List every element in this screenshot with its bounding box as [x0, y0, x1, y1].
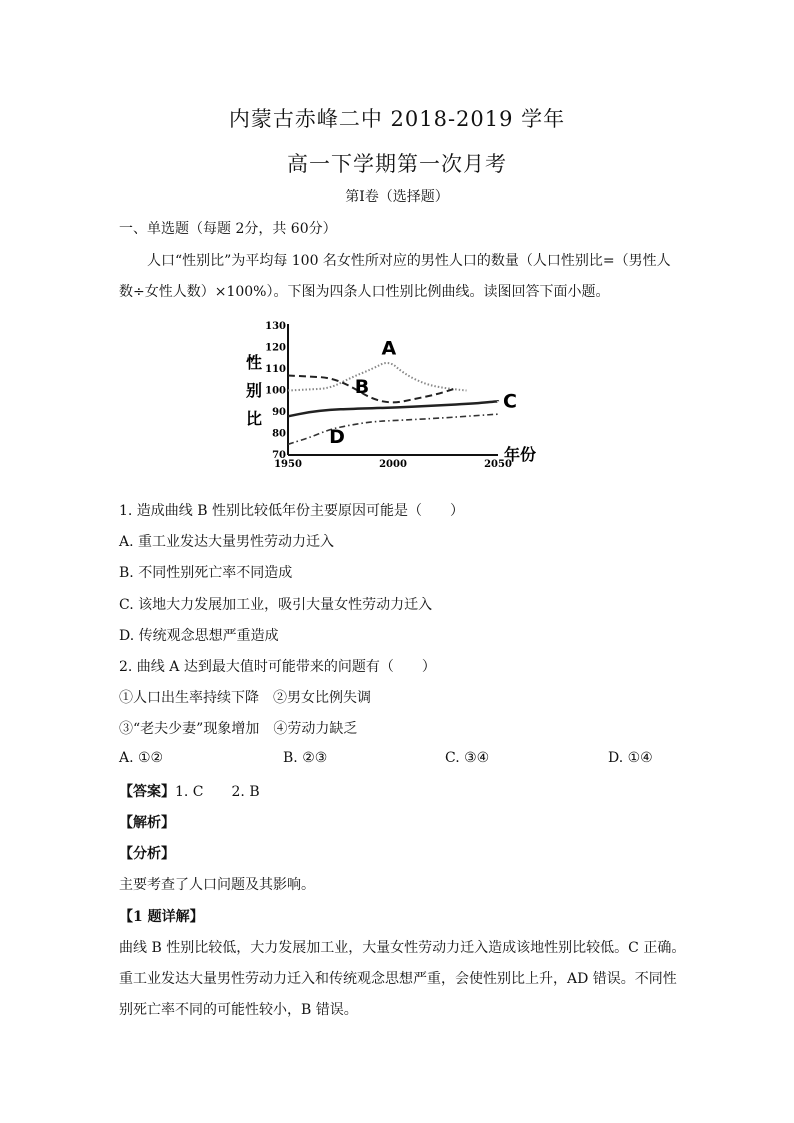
- y-axis-label-char: 比: [245, 409, 263, 428]
- series-label-B: B: [354, 376, 370, 399]
- y-tick-label: 110: [265, 364, 286, 375]
- q1-option-a: A. 重工业发达大量男性劳动力迁入: [119, 534, 335, 550]
- series-label-D: D: [329, 425, 345, 448]
- x-tick-label: 1950: [274, 459, 302, 470]
- q1-option-b: B. 不同性别死亡率不同造成: [119, 565, 293, 581]
- answer-line: [119, 781, 260, 801]
- section-heading: 一、单选题（每题 2分，共 60分）: [119, 221, 337, 237]
- x-axis-label: 年份: [504, 445, 537, 464]
- intro-line-1: 人口“性别比”为平均每 100 名女性所对应的男性人口的数量（人口性别比=（男性人: [147, 253, 671, 269]
- y-tick-label: 120: [265, 342, 286, 354]
- q1-detail-line3: 别死亡率不同的可能性较小，B 错误。: [119, 1002, 358, 1018]
- x-tick-label: 2050: [484, 459, 512, 470]
- intro-line-2: 数÷女性人数）×100%）。下图为四条人口性别比例曲线。读图回答下面小题。: [119, 284, 610, 300]
- analysis-label: 【解析】: [119, 815, 175, 831]
- q2-option-c: C. ③④: [445, 750, 490, 766]
- q1-option-c: C. 该地大力发展加工业，吸引大量女性劳动力迁入: [119, 597, 433, 613]
- y-axis-label-char: 别: [245, 381, 263, 400]
- q2-items-line1: ①人口出生率持续下降 ②男女比例失调: [119, 690, 371, 706]
- exam-title-line2: 高一下学期第一次月考: [287, 152, 507, 176]
- q2-stem: 2. 曲线 A 达到最大值时可能带来的问题有（ ）: [119, 659, 436, 675]
- y-tick-label: 130: [265, 321, 286, 332]
- y-axis-label-char: 性: [245, 353, 263, 372]
- series-line-D: [288, 414, 498, 444]
- y-tick-label: 80: [272, 428, 286, 440]
- exam-title-line1: 内蒙古赤峰二中 2018-2019 学年: [228, 107, 566, 131]
- q1-detail-title: 【1 题详解】: [119, 909, 204, 925]
- q1-option-d: D. 传统观念思想严重造成: [119, 628, 279, 644]
- x-tick-label: 2000: [379, 459, 407, 470]
- y-tick-label: 70: [272, 450, 286, 461]
- breakdown-text: 主要考查了人口问题及其影响。: [119, 877, 315, 893]
- answer-text: 1. C 2. B: [175, 784, 260, 800]
- q2-option-a: A. ①②: [119, 750, 164, 766]
- q1-stem: 1. 造成曲线 B 性别比较低年份主要原因可能是（ ）: [119, 503, 464, 519]
- q1-detail-line2: 重工业发达大量男性劳动力迁入和传统观念思想严重，会使性别比上升，AD 错误。不同性: [119, 971, 677, 987]
- sex-ratio-chart: [238, 312, 558, 482]
- q1-detail-line1: 曲线 B 性别比较低，大力发展加工业，大量女性劳动力迁入造成该地性别比较低。C 正确。: [119, 940, 686, 956]
- series-line-C: [288, 401, 498, 416]
- q2-option-b: B. ②③: [283, 750, 328, 766]
- series-label-A: A: [381, 337, 397, 360]
- q2-option-d: D. ①④: [608, 750, 653, 766]
- q2-items-line2: ③“老夫少妻”现象增加 ④劳动力缺乏: [119, 721, 358, 737]
- breakdown-label: 【分析】: [119, 846, 175, 862]
- volume-subtitle: 第Ⅰ卷（选择题）: [345, 189, 449, 205]
- y-tick-label: 100: [265, 385, 286, 397]
- answer-label: 【答案】: [119, 784, 175, 800]
- series-label-C: C: [503, 390, 517, 413]
- y-tick-label: 90: [272, 407, 286, 418]
